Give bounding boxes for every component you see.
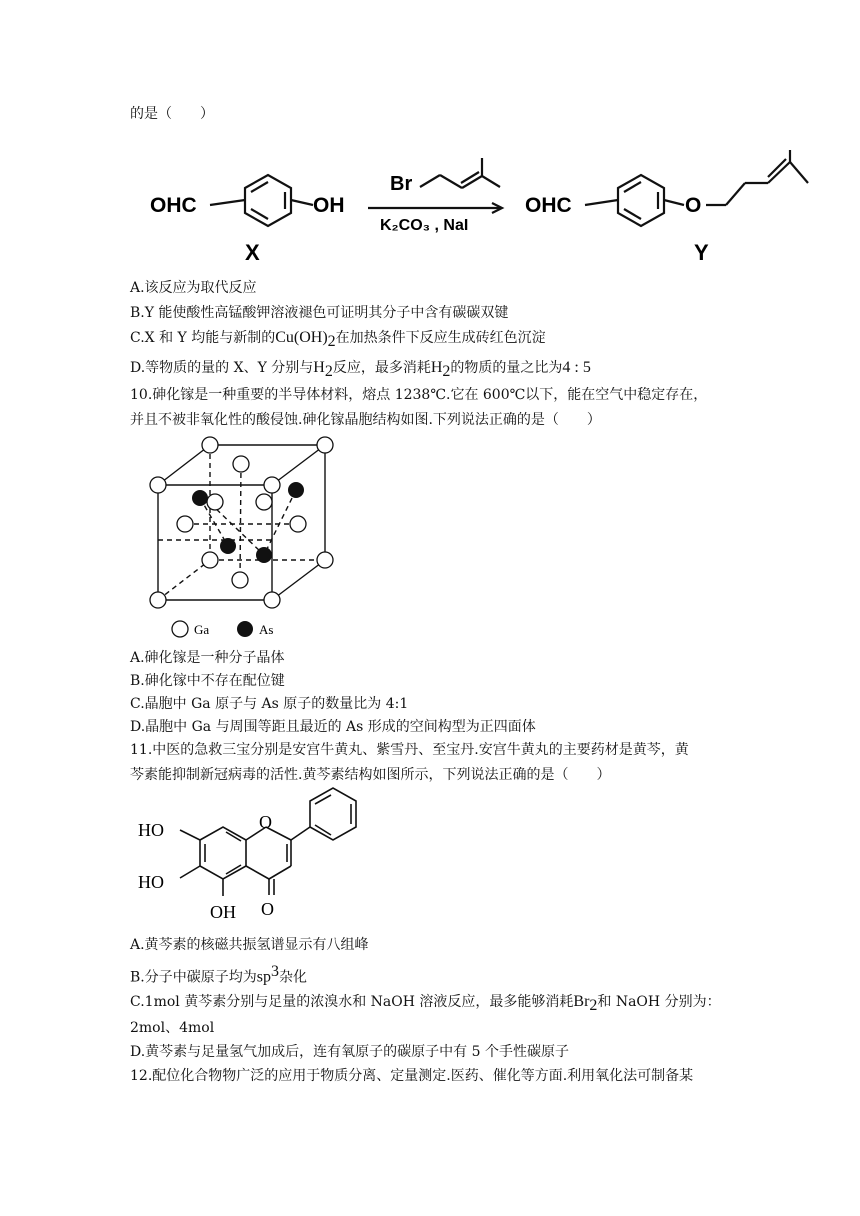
y-aldehyde-group: OHC bbox=[525, 194, 572, 217]
option-a: A.该反应为取代反应 bbox=[130, 280, 257, 296]
option-c: C.1mol 黄芩素分别与足量的浓溴水和 NaOH 溶液反应，最多能够消耗$Br_2$和 NaOH 分别为： bbox=[130, 993, 721, 1014]
option-d: D.黄芩素与足量氢气加成后，连有氧原子的碳原子中有 5 个手性碳原子 bbox=[130, 1044, 569, 1060]
option-c: C.晶胞中 Ga 原子与 As 原子的数量比为 4:1 bbox=[130, 696, 409, 712]
as-legend-marker bbox=[237, 621, 253, 637]
question-12-stem-line1: 12.配位化合物物广泛的应用于物质分离、定量测定.医药、催化等方面.利用氧化法可制备某 bbox=[130, 1068, 694, 1084]
reaction-scheme bbox=[0, 150, 860, 270]
option-c-continuation: 2mol、4mol bbox=[130, 1020, 215, 1036]
question-10-stem-line1: 10.砷化镓是一种重要的半导体材料，熔点 1238℃.它在 600℃以下，能在空气中稳定存在， bbox=[130, 387, 708, 403]
option-d: D.等物质的量的 X、Y 分别与$H_2$反应，最多消耗$H_2$的物质的量之比为4 : 5 bbox=[130, 359, 591, 380]
option-a: A.黄芩素的核磁共振氢谱显示有八组峰 bbox=[130, 937, 369, 953]
ga-legend-label: Ga bbox=[194, 622, 210, 637]
option-a: A.砷化镓是一种分子晶体 bbox=[130, 650, 285, 666]
baicalein-structure-diagram bbox=[0, 790, 860, 935]
as-legend-label: As bbox=[259, 622, 274, 637]
option-d: D.晶胞中 Ga 与周围等距且最近的 As 形成的空间构型为正四面体 bbox=[130, 719, 536, 735]
compound-y-label: Y bbox=[694, 240, 709, 265]
reagent-bromine: Br bbox=[390, 173, 413, 195]
ring-oxygen-label: O bbox=[259, 812, 272, 832]
reagent-conditions: K₂CO₃ , NaI bbox=[380, 217, 469, 234]
hydroxyl-label-bottom: OH bbox=[210, 902, 236, 922]
compound-x-label: X bbox=[245, 240, 260, 265]
option-c: C.X 和 Y 均能与新制的$Cu(OH)_2$在加热条件下反应生成砖红色沉淀 bbox=[130, 329, 546, 350]
question-stem-fragment: 的是（ ） bbox=[130, 106, 214, 122]
option-b: B.Y 能使酸性高锰酸钾溶液褪色可证明其分子中含有碳碳双键 bbox=[130, 305, 509, 321]
question-10-stem-line2: 并且不被非氧化性的酸侵蚀.砷化镓晶胞结构如图.下列说法正确的是（ ） bbox=[130, 412, 601, 428]
question-11-stem-line1: 11.中医的急救三宝分别是安宫牛黄丸、紫雪丹、至宝丹.安宫牛黄丸的主要药材是黄芩，黄 bbox=[130, 742, 689, 758]
carbonyl-oxygen-label: O bbox=[261, 899, 274, 919]
gaas-unit-cell-diagram bbox=[0, 440, 860, 650]
x-aldehyde-group: OHC bbox=[150, 194, 197, 217]
y-ether-oxygen: O bbox=[685, 194, 702, 217]
question-11-stem-line2: 芩素能抑制新冠病毒的活性.黄芩素结构如图所示，下列说法正确的是（ ） bbox=[130, 767, 611, 783]
hydroxyl-label-middle: HO bbox=[138, 872, 164, 892]
option-b: B.砷化镓中不存在配位键 bbox=[130, 673, 285, 689]
x-hydroxyl-group: OH bbox=[313, 194, 345, 217]
ga-legend-marker bbox=[172, 621, 188, 637]
option-b: B.分子中碳原子均为$sp^3$杂化 bbox=[130, 963, 307, 986]
hydroxyl-label-top: HO bbox=[138, 820, 164, 840]
